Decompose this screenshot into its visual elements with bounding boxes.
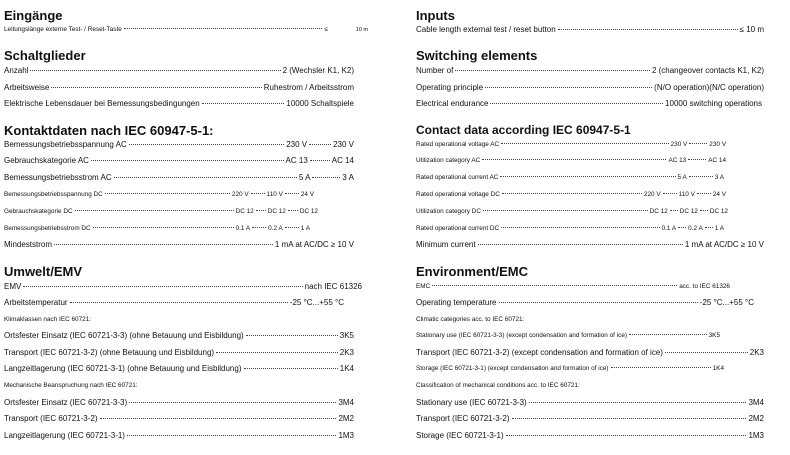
spec-value: 10000 Schaltspiele [286,99,354,108]
spec-row [4,224,310,234]
leader-dots [309,144,331,145]
spec-value: 0.1 A [661,225,677,232]
spec-label: Arbeitstemperatur [4,298,68,307]
leader-dots [529,402,747,403]
spec-label: Operating temperature [416,298,497,307]
spec-row [416,224,724,234]
leader-dots [75,210,234,211]
spec-value: 230 V [333,140,354,149]
spec-value: acc. to IEC 61326 [679,283,730,290]
spec-label: Mindeststrom [4,240,53,249]
leader-dots [285,193,299,194]
spec-value: AC 14 [331,156,354,165]
spec-label: Transport (IEC 60721-3-2) (ohne Betauung und Eisbildung) [4,348,215,357]
leader-dots [54,244,273,245]
section-title-environment: Umwelt/EMV [4,264,83,279]
spec-value: 230 V [670,141,688,148]
spec-row [4,364,354,374]
spec-row [4,431,354,441]
spec-label: Cable length external test / reset button [416,25,556,34]
spec-label: Utilization category AC [416,157,481,164]
spec-row [416,331,720,341]
spec-row [4,348,354,358]
spec-row [4,83,354,93]
spec-value: 1K4 [712,365,724,372]
spec-row [4,282,362,292]
spec-row [416,240,764,250]
spec-label: Storage (IEC 60721-3-1) [416,431,504,440]
leader-dots [483,210,648,211]
leader-dots [51,87,261,88]
spec-label: Bemessungsbetriebsspannung AC [4,140,127,149]
spec-row [4,207,318,217]
spec-label: Transport (IEC 60721-3-2) [416,414,510,423]
leader-dots [129,144,284,145]
spec-row [416,99,762,109]
spec-value: DC 12 [267,208,286,215]
spec-value: 2K3 [749,348,764,357]
spec-value: Ruhestrom / Arbeitsstrom [263,83,354,92]
spec-row [4,156,354,166]
leader-dots [256,210,266,211]
spec-value: 110 V [266,191,283,198]
spec-value: DC 12 [679,208,698,215]
leader-dots [129,402,336,403]
spec-label: Gebrauchskategorie DC [4,208,73,215]
section-title-environment: Environment/EMC [416,264,528,279]
spec-label: Operating principle [416,83,484,92]
spec-value: DC 12 [649,208,668,215]
spec-row [416,298,754,308]
section-title-contact: Kontaktdaten nach IEC 60947-5-1: [4,123,214,138]
leader-dots [251,193,265,194]
spec-label: Leitungslänge externe Test- / Reset-Taste [4,26,122,33]
spec-label: Mechanische Beanspruchung nach IEC 60721: [4,382,138,389]
leader-dots [502,193,642,194]
leader-dots [288,210,298,211]
spec-value: 110 V [678,191,695,198]
spec-value: DC 12 [709,208,728,215]
spec-value: 1 mA at AC/DC ≥ 10 V [684,240,764,249]
spec-row [416,348,764,358]
spec-row [416,364,724,374]
spec-value: AC 13 [285,156,308,165]
spec-label: Rated operational voltage AC [416,141,500,148]
leader-dots [501,143,668,144]
spec-value: (N/O operation)(N/C operation) [654,83,764,92]
spec-label: Electrical endurance [416,99,489,108]
spec-subheading [4,315,354,325]
leader-dots [688,159,706,160]
spec-value: DC 12 [235,208,254,215]
spec-label: Rated operational current AC [416,174,499,181]
spec-value: ≤ [324,26,328,33]
spec-value: 3M4 [748,398,764,407]
spec-value: 10000 switching operations [665,99,762,108]
spec-row [4,173,354,183]
spec-label: Climatic categories acc. to IEC 60721: [416,316,525,323]
spec-row [4,240,354,250]
spec-value: AC 14 [708,157,726,164]
spec-value: 24 V [712,191,726,198]
leader-dots [30,70,280,71]
spec-row [416,25,764,35]
spec-value: DC 12 [299,208,318,215]
spec-label: Klimaklassen nach IEC 60721: [4,316,92,323]
spec-row [4,66,354,76]
spec-row [416,140,726,150]
spec-value: 220 V [231,191,249,198]
spec-label: Bemessungsbetriebsstrom AC [4,173,112,182]
spec-label: EMV [4,282,22,291]
spec-label: Ortsfester Einsatz (IEC 60721-3-3) (ohne Betauung und Eisbildung) [4,331,244,340]
spec-value: 2M2 [748,414,764,423]
leader-dots [500,176,675,177]
section-title-inputs: Inputs [416,8,455,23]
spec-row [4,331,354,341]
spec-value: 3K5 [339,331,354,340]
leader-dots [490,103,663,104]
leader-dots [252,227,266,228]
spec-row [416,83,764,93]
leader-dots [663,193,677,194]
spec-row [416,156,726,166]
leader-dots [482,159,666,160]
leader-dots [70,302,288,303]
spec-row [416,173,724,183]
spec-label: Classification of mechanical conditions acc. to IEC 60721: [416,382,580,389]
spec-label: Langzeitlagerung (IEC 60721-3-1) [4,431,125,440]
spec-value: ≤ 10 m [739,25,764,34]
spec-label: Gebrauchskategorie AC [4,156,89,165]
leader-dots [455,70,650,71]
spec-subheading [4,381,354,391]
spec-row [4,190,314,200]
spec-row [4,398,354,408]
leader-dots [689,143,707,144]
leader-dots [23,286,302,287]
spec-subheading [416,381,764,391]
spec-value: 0.2 A [688,225,703,232]
section-title-contact: Contact data according IEC 60947-5-1 [416,123,631,137]
spec-label: Ortsfester Einsatz (IEC 60721-3-3) [4,398,128,407]
spec-value: 24 V [300,191,314,198]
leader-dots [512,418,747,419]
spec-subheading [416,315,764,325]
spec-value: 5 A [298,173,311,182]
leader-dots [216,352,338,353]
spec-value: 3M4 [338,398,354,407]
spec-label: Number of [416,66,454,75]
spec-row [416,66,764,76]
leader-dots [114,177,297,178]
leader-dots [665,352,748,353]
spec-value: 5 A [677,174,687,181]
spec-label: Transport (IEC 60721-3-2) [4,414,98,423]
spec-row [416,398,764,408]
leader-dots [485,87,652,88]
leader-dots [629,334,707,335]
spec-value: -25 °C...+55 °C [289,298,344,307]
leader-dots [499,302,698,303]
spec-row [416,282,730,292]
leader-dots [689,176,713,177]
spec-label: Anzahl [4,66,29,75]
leader-dots [244,368,338,369]
leader-dots [91,160,284,161]
spec-row [416,431,764,441]
leader-dots [700,210,708,211]
leader-dots [105,193,230,194]
spec-label: Storage (IEC 60721-3-1) (except condensation and formation of ice) [416,365,609,372]
spec-label: Arbeitsweise [4,83,50,92]
leader-dots [202,103,285,104]
spec-value: 3K5 [708,332,720,339]
spec-label: Rated operational voltage DC [416,191,500,198]
spec-label: Bemessungsbetriebsstrom DC [4,225,91,232]
spec-label: Bemessungsbetriebsspannung DC [4,191,103,198]
spec-row [4,414,354,424]
spec-unit: 10 m [355,27,368,33]
leader-dots [246,335,338,336]
spec-row [4,298,344,308]
section-title-inputs: Eingänge [4,8,63,23]
spec-value: AC 13 [668,157,687,164]
leader-dots [285,227,299,228]
spec-value: 1 A [300,225,310,232]
leader-dots [558,29,738,30]
spec-label: Langzeitlagerung (IEC 60721-3-1) (ohne Betauung und Eisbildung) [4,364,242,373]
spec-value: 230 V [286,140,308,149]
spec-row [4,140,354,150]
spec-value: 2M2 [338,414,354,423]
leader-dots [100,418,337,419]
spec-label: Stationary use (IEC 60721-3-3) (except condensation and formation of ice) [416,332,628,339]
leader-dots [310,160,330,161]
spec-value: 220 V [643,191,661,198]
spec-value: nach IEC 61326 [304,282,362,291]
spec-value: 2 (changeover contacts K1, K2) [651,66,764,75]
spec-value: -25 °C...+55 °C [699,298,754,307]
spec-row [416,207,728,217]
spec-value: 2 (Wechsler K1, K2) [282,66,354,75]
leader-dots [678,227,686,228]
spec-value: 3 A [714,174,724,181]
spec-value: 1K4 [339,364,354,373]
spec-value: 230 V [709,141,726,148]
leader-dots [312,177,340,178]
leader-dots [501,227,659,228]
leader-dots [127,435,336,436]
spec-row [416,414,764,424]
spec-label: Utilization category DC [416,208,481,215]
spec-value: 1 A [714,225,724,232]
spec-row [4,25,368,35]
spec-row [416,190,726,200]
leader-dots [705,227,713,228]
spec-label: Transport (IEC 60721-3-2) (except condensation and formation of ice) [416,348,663,357]
leader-dots [124,28,322,29]
spec-value: 1 mA at AC/DC ≥ 10 V [274,240,354,249]
section-title-switching: Switching elements [416,48,538,63]
spec-value: 1M3 [338,431,354,440]
spec-value: 0.2 A [268,225,283,232]
spec-row [4,99,354,109]
section-title-switching: Schaltglieder [4,48,86,63]
spec-value: 3 A [342,173,354,182]
spec-label: Stationary use (IEC 60721-3-3) [416,398,527,407]
spec-label: Rated operational current DC [416,225,500,232]
spec-label: Minimum current [416,240,476,249]
spec-label: EMC [416,283,431,290]
leader-dots [670,210,678,211]
leader-dots [506,435,747,436]
leader-dots [93,227,234,228]
leader-dots [432,285,677,286]
spec-value: 1M3 [748,431,764,440]
leader-dots [611,367,711,368]
leader-dots [478,244,683,245]
spec-value: 0.1 A [235,225,251,232]
leader-dots [697,193,711,194]
spec-value: 2K3 [339,348,354,357]
spec-label: Elektrische Lebensdauer bei Bemessungsbedingungen [4,99,200,108]
